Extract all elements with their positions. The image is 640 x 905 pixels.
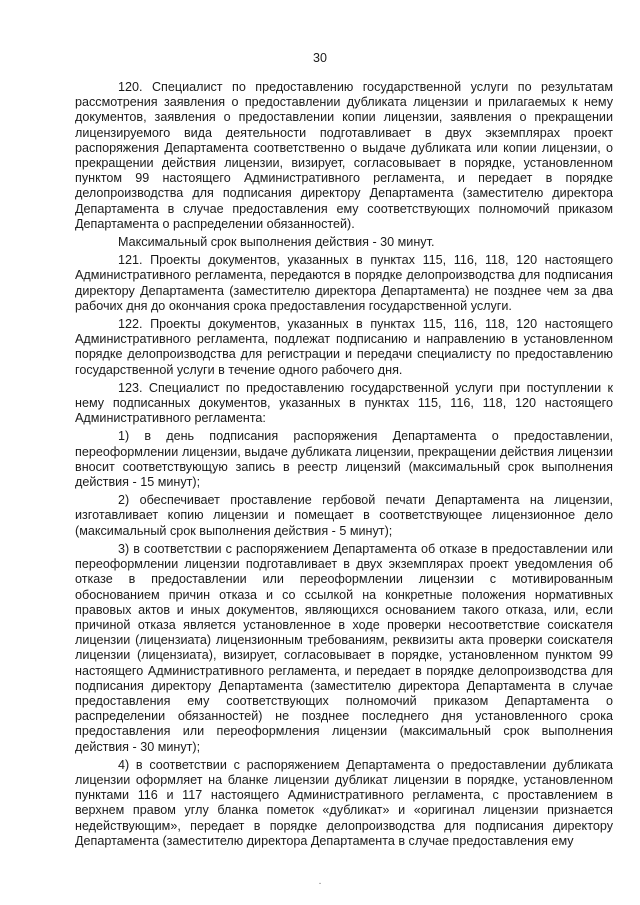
paragraph-123-item-4: 4) в соответствии с распоряжением Департамента о предоставлении дубликата лицензии оформляет на бланке лицензии дубликат лицензии в порядке, установленном пунктами 116 и 117 настоящего Административного регламента, с проставлением в верхнем правом углу бланка пометок «дубликат» и «оригинал лицензии признается недействующим», передает в порядке делопроизводства для подписания директору Департамента (заместителю директора Департамента в случае предоставления ему — [75, 757, 613, 848]
paragraph-123: 123. Специалист по предоставлению государственной услуги при поступлении к нему подписанных документов, указанных в пунктах 115, 116, 118, 120 настоящего Административного регламента: — [75, 380, 613, 426]
paragraph-123-item-2: 2) обеспечивает проставление гербовой печати Департамента на лицензии, изготавливает копию лицензии и помещает в соответствующее лицензионное дело (максимальный срок выполнения действия - 5 минут); — [75, 493, 613, 538]
paragraph-123-item-1: 1) в день подписания распоряжения Департамента о предоставлении, переоформлении лицензии, выдаче дубликата лицензии, прекращении действия лицензии вносит соответствующую запись в реестр лицензий (максимальный срок выполнения действия - 15 минут); — [75, 429, 613, 490]
paragraph-123-item-3: 3) в соответствии с распоряжением Департамента об отказе в предоставлении или переоформлении лицензии подготавливает в двух экземплярах проект уведомления об отказе в предоставлении или переоформлении лицензии с мотивированным обоснованием причин отказа и со ссылкой на конкретные положения нормативных правовых актов и иных документов, являющихся основанием такого отказа, или, если причиной отказа является установленное в ходе проверки несоответствие соискателя лицензии (лицензиата) лицензионным требованиям, реквизиты акта проверки соискателя лицензии (лицензиата), визирует, согласовывает в порядке, установленном пунктом 99 настоящего Административного регламента, и передает в порядке делопроизводства для подписания директору Департамента (заместителю директора Департамента в случае предоставления ему соответствующих полномочий приказом Департамента о распределении обязанностей) не позднее последнего дня установленного срока предоставления или переоформления лицензии (максимальный срок выполнения действия - 30 минут); — [75, 541, 613, 754]
document-body — [75, 80, 613, 852]
bottom-mark: . — [318, 876, 322, 887]
paragraph-121: 121. Проекты документов, указанных в пунктах 115, 116, 118, 120 настоящего Административного регламента, передаются в порядке делопроизводства для подписания директору Департамента (заместителю директора Департамента) не позднее чем за два рабочих дня до окончания срока предоставления государственной услуги. — [75, 253, 613, 313]
paragraph-122: 122. Проекты документов, указанных в пунктах 115, 116, 118, 120 настоящего Административного регламента, подлежат подписанию и направлению в установленном порядке делопроизводства для регистрации и передачи специалисту по предоставлению государственной услуги в течение одного рабочего дня. — [75, 317, 613, 377]
page-number: 30 — [313, 51, 327, 65]
paragraph-max-time: Максимальный срок выполнения действия - 30 минут. — [118, 235, 435, 250]
paragraph-120: 120. Специалист по предоставлению государственной услуги по результатам рассмотрения заявления о предоставлении дубликата лицензии и прилагаемых к нему документов, заявления о предоставлении копии лицензии, заявления о прекращении лицензируемого вида деятельности подготавливает в двух экземплярах проект распоряжения Департамента соответственно о выдаче дубликата или копии лицензии, о прекращении действия лицензии, визирует, согласовывает в порядке, установленном пунктом 99 настоящего Административного регламента, и передает в порядке делопроизводства для подписания директору Департамента (заместителю директора Департамента в случае предоставления ему соответствующих полномочий приказом Департамента о распределении обязанностей). — [75, 80, 613, 231]
